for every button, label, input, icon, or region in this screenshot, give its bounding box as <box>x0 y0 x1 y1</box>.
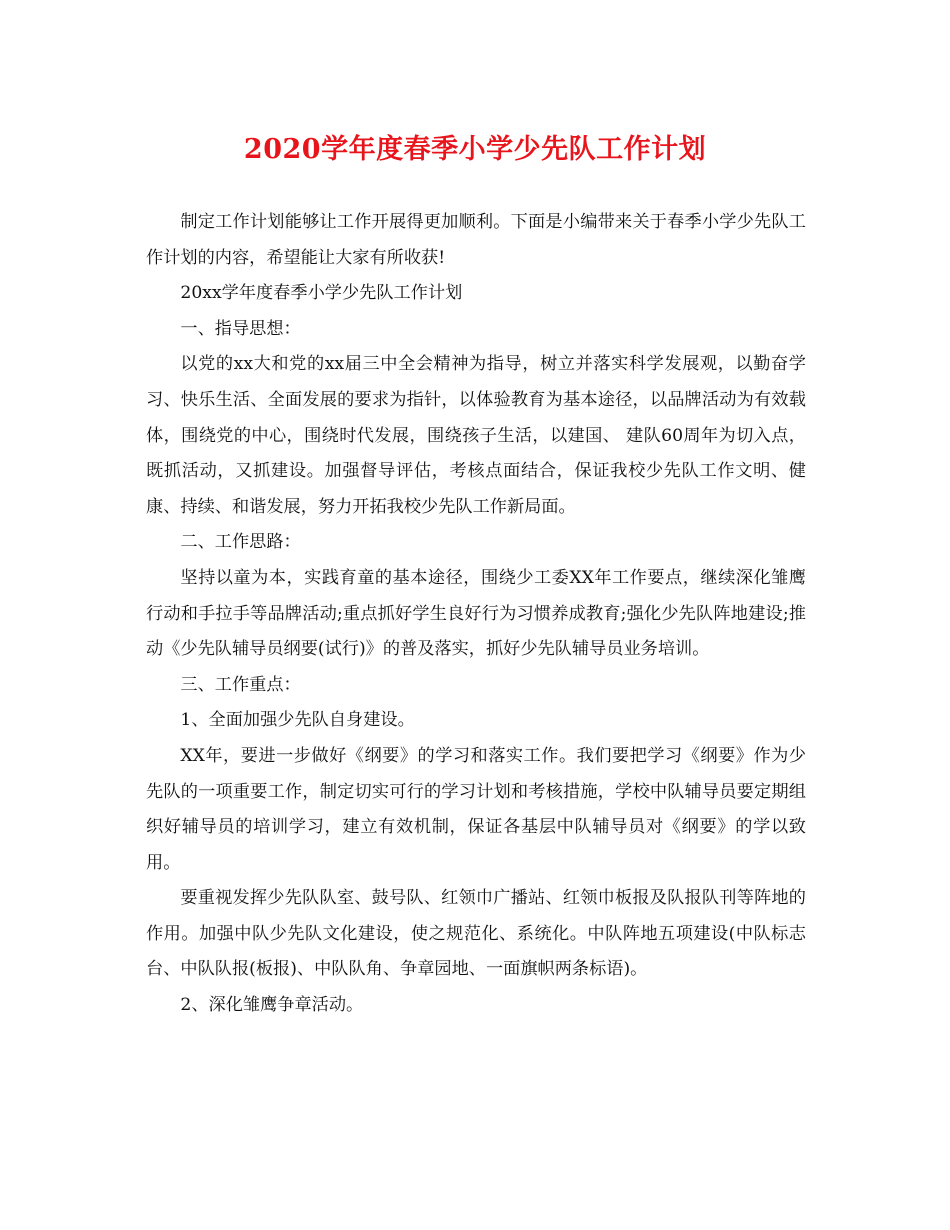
focus-item-1-heading: 1、全面加强少先队自身建设。 <box>180 710 415 731</box>
focus-item-1-paragraph: XX年，要进一步做好《纲要》的学习和落实工作。我们要把学习《纲要》作为少先队的一项重要工作，制定切实可行的学习计划和考核措施，学校中队辅导员要定期组织好辅导员的培训学习，建立有效机制，保证各基层中队辅导员对《纲要》的学以致用。 <box>146 745 806 873</box>
plan-subtitle: 20xx学年度春季小学少先队工作计划 <box>180 283 463 304</box>
work-approach-paragraph: 坚持以童为本，实践育童的基本途径，围绕少工委XX年工作要点，继续深化雏鹰行动和手拉手等品牌活动;重点抓好学生良好行为习惯养成教育;强化少先队阵地建设;推动《少先队辅导员纲要(试行)》的普及落实，抓好少先队辅导员业务培训。 <box>146 567 806 660</box>
section-heading-work-focus: 三、工作重点： <box>180 674 301 695</box>
document-title: 2020学年度春季小学少先队工作计划 <box>243 134 707 165</box>
guiding-thought-paragraph: 以党的xx大和党的xx届三中全会精神为指导，树立并落实科学发展观，以勤奋学习、快乐生活、全面发展的要求为指针，以体验教育为基本途径，以品牌活动为有效载体，围绕党的中心，围绕时代发展，围绕孩子生活，以建国、 建队60周年为切入点，既抓活动，又抓建设。加强督导评估，考核点面结合，保证我校少先队工作文明、健康、持续、和谐发展，努力开拓我校少先队工作新局面。 <box>146 354 806 517</box>
section-heading-guiding-thought: 一、指导思想： <box>180 318 301 339</box>
document-body <box>146 205 806 1024</box>
intro-paragraph: 制定工作计划能够让工作开展得更加顺利。下面是小编带来关于春季小学少先队工作计划的内容，希望能让大家有所收获! <box>146 212 806 268</box>
positions-paragraph: 要重视发挥少先队队室、鼓号队、红领巾广播站、红领巾板报及队报队刊等阵地的作用。加强中队少先队文化建设，使之规范化、系统化。中队阵地五项建设(中队标志台、中队队报(板报)、中队队角、争章园地、一面旗帜两条标语)。 <box>146 888 806 980</box>
focus-item-2-heading: 2、深化雏鹰争章活动。 <box>180 995 364 1016</box>
section-heading-work-approach: 二、工作思路： <box>180 532 301 553</box>
